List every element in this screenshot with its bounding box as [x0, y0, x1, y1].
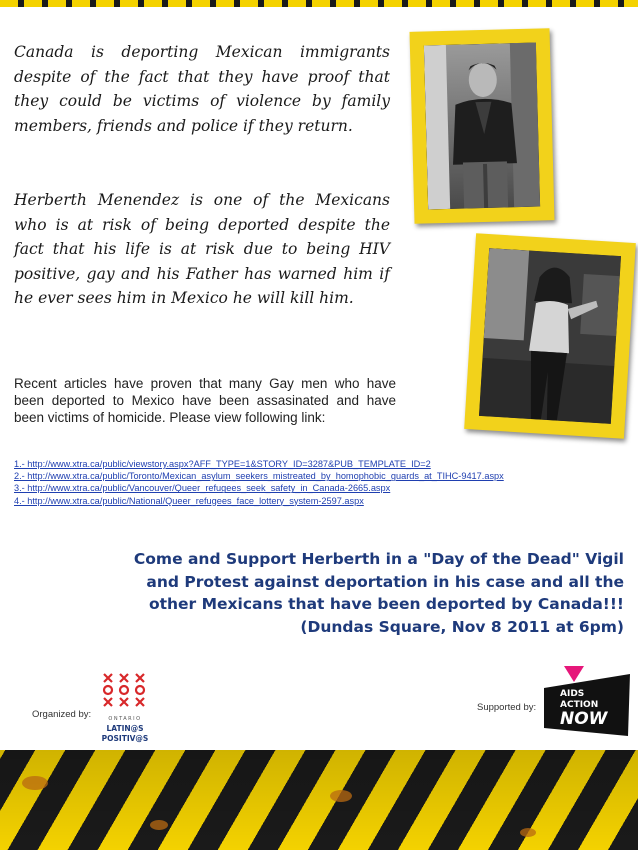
- supported-by-label: Supported by:: [477, 702, 537, 713]
- article-link-1[interactable]: 1.- http://www.xtra.ca/public/viewstory.aspx?AFF_TYPE=1&STORY_ID=3287&PUB_TEMPLATE_ID=2: [14, 459, 431, 469]
- org-logo-line-3: POSITIV@S: [101, 734, 149, 743]
- latinos-positivos-mark-icon: [98, 668, 152, 748]
- organized-by-label: Organized by:: [32, 709, 92, 720]
- paint-splatter: [150, 820, 168, 830]
- intro-paragraph: Canada is deporting Mexican immigrants despite of the fact that they have proof that they could be victims of violence by family members, friends and police if they return.: [14, 43, 390, 135]
- org-logo-line-1: ONTARIO: [108, 716, 142, 722]
- top-hazard-stripe: [0, 0, 638, 7]
- photo-frame-1: [410, 28, 555, 224]
- vigil-callout: [104, 548, 624, 638]
- bottom-hazard-band: [0, 750, 638, 850]
- callout-line-3: other Mexicans that have been deported by Canada!!!: [148, 595, 624, 613]
- articles-paragraph: Recent articles have proven that many Gay men who have been deported to Mexico have been assasinated and have been victims of homicide. Please view following link:: [14, 376, 396, 425]
- photo-frame-2: [464, 233, 636, 438]
- paint-splatter: [520, 828, 536, 837]
- aids-action-now-logo: [540, 664, 632, 738]
- photo-person-posing: [479, 248, 621, 424]
- article-link-2[interactable]: 2.- http://www.xtra.ca/public/Toronto/Mexican_asylum_seekers_mistreated_by_homophobic_guards_at_TIHC-9417.aspx: [14, 471, 504, 482]
- callout-line-1: Come and Support Herberth in a "Day of the Dead" Vigil: [133, 550, 624, 568]
- article-links-list: [14, 458, 624, 507]
- sup-logo-line-2: ACTION: [560, 700, 599, 710]
- callout-line-4: (Dundas Square, Nov 8 2011 at 6pm): [300, 617, 624, 636]
- latinos-positivos-logo: [98, 668, 152, 748]
- photo-person-figure: [479, 248, 621, 424]
- photo-man-figure: [424, 43, 540, 210]
- article-link-4[interactable]: 4.- http://www.xtra.ca/public/National/Queer_refugees_face_lottery_system-2597.aspx: [14, 495, 364, 506]
- sup-logo-line-3: NOW: [560, 709, 608, 729]
- aids-action-now-mark-icon: [540, 664, 632, 738]
- callout-line-2: and Protest against deportation in his case and all the: [146, 572, 624, 591]
- photo-man-standing: [424, 43, 540, 210]
- sup-logo-line-1: AIDS: [560, 689, 585, 699]
- paint-splatter: [22, 776, 48, 790]
- herberth-paragraph: Herberth Menendez is one of the Mexicans who is at risk of being deported despite the fact that his life is at risk due to being HIV positive, gay and his Father has warned him if he ever sees him in Mexico he will kill him.: [14, 191, 390, 307]
- article-link-3[interactable]: 3.- http://www.xtra.ca/public/Vancouver/Queer_refugees_seek_safety_in_Canada-2665.aspx: [14, 483, 391, 494]
- org-logo-line-2: LATIN@S: [106, 724, 144, 733]
- paint-splatter: [330, 790, 352, 802]
